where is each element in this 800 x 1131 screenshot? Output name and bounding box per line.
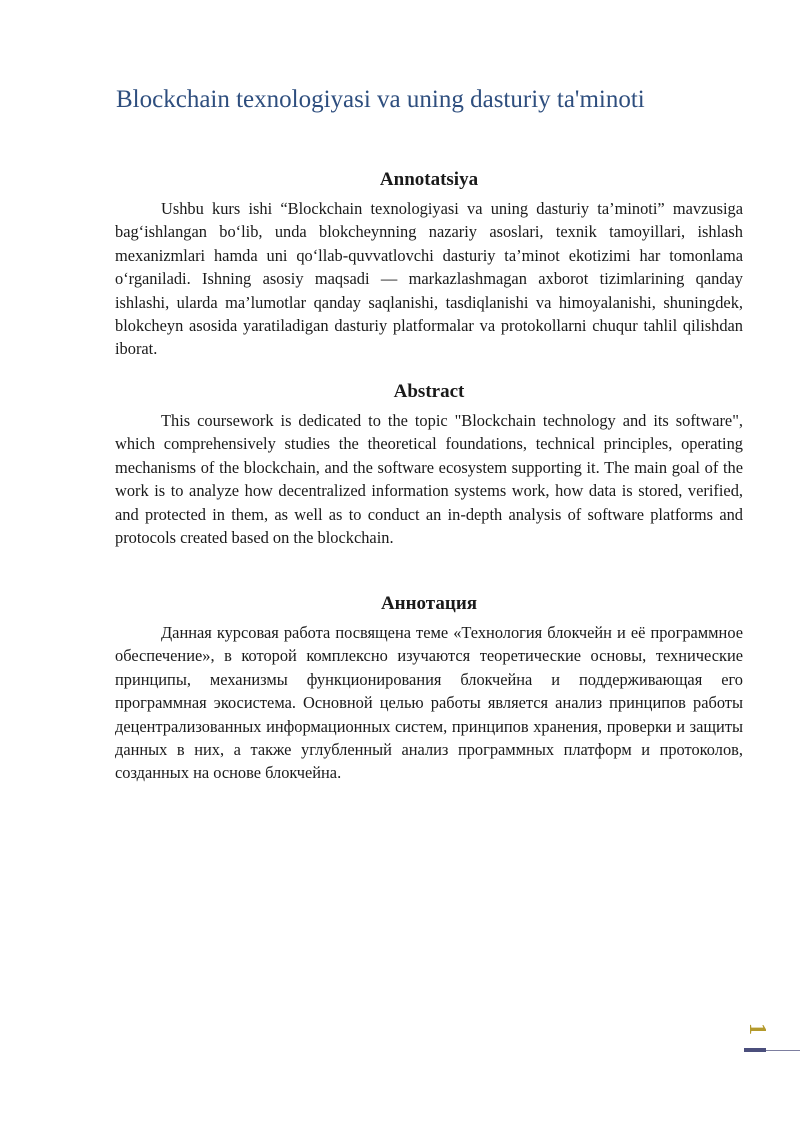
- document-title: Blockchain texnologiyasi va uning dasturiy ta'minoti: [116, 86, 645, 113]
- section-text-annotatsiya: Ushbu kurs ishi “Blockchain texnologiyasi va uning dasturiy ta’minoti” mavzusiga bag‘ishlangan bo‘lib, unda blokcheynning nazariy asoslari, texnik tamoyillari, ishlash mexanizmlari hamda uni qo‘llab-quvvatlovchi dasturiy ta’minot ekotizimi har tomonlama o‘rganiladi. Ishning asosiy maqsadi — markazlashmagan axborot tizimlarining qanday ishlashi, ularda ma’lumotlar qanday saqlanishi, tasdiqlanishi va himoyalanishi, shuningdek, blokcheyn asosida yaratiladigan dasturiy platformalar va protokollarni chuqur tahlil qilishdan iborat.: [115, 199, 743, 359]
- section-annotatsiya: [115, 168, 743, 361]
- footer-rule: [766, 1050, 800, 1051]
- section-heading-abstract: Abstract: [393, 381, 465, 402]
- section-text-annotatsiya-ru: Данная курсовая работа посвящена теме «Технология блокчейн и её программное обеспечение», в которой комплексно изучаются теоретические основы, технические принципы, механизмы функционирования блокчейна и поддерживающая его программная экосистема. Основной целью работы является анализ принципов работы децентрализованных информационных систем, принципов хранения, проверки и защиты данных в них, а также углубленный анализ программных платформ и протоколов, созданных на основе блокчейна.: [115, 623, 743, 783]
- section-text-abstract: This coursework is dedicated to the topic "Blockchain technology and its software", which comprehensively studies the theoretical foundations, technical principles, operating mechanisms of the blockchain, and the software ecosystem supporting it. The main goal of the work is to analyze how decentralized information systems work, how data is stored, verified, and protected in them, as well as to conduct an in-depth analysis of software platforms and protocols created based on the blockchain.: [115, 411, 743, 548]
- section-heading-annotatsiya: Annotatsiya: [379, 169, 479, 190]
- footer-accent-bar: [744, 1048, 766, 1052]
- section-heading-annotatsiya-ru: Аннотация: [380, 593, 478, 614]
- page-number: 1: [744, 1023, 770, 1035]
- section-abstract: [115, 380, 743, 549]
- section-annotatsiya-ru: [115, 592, 743, 785]
